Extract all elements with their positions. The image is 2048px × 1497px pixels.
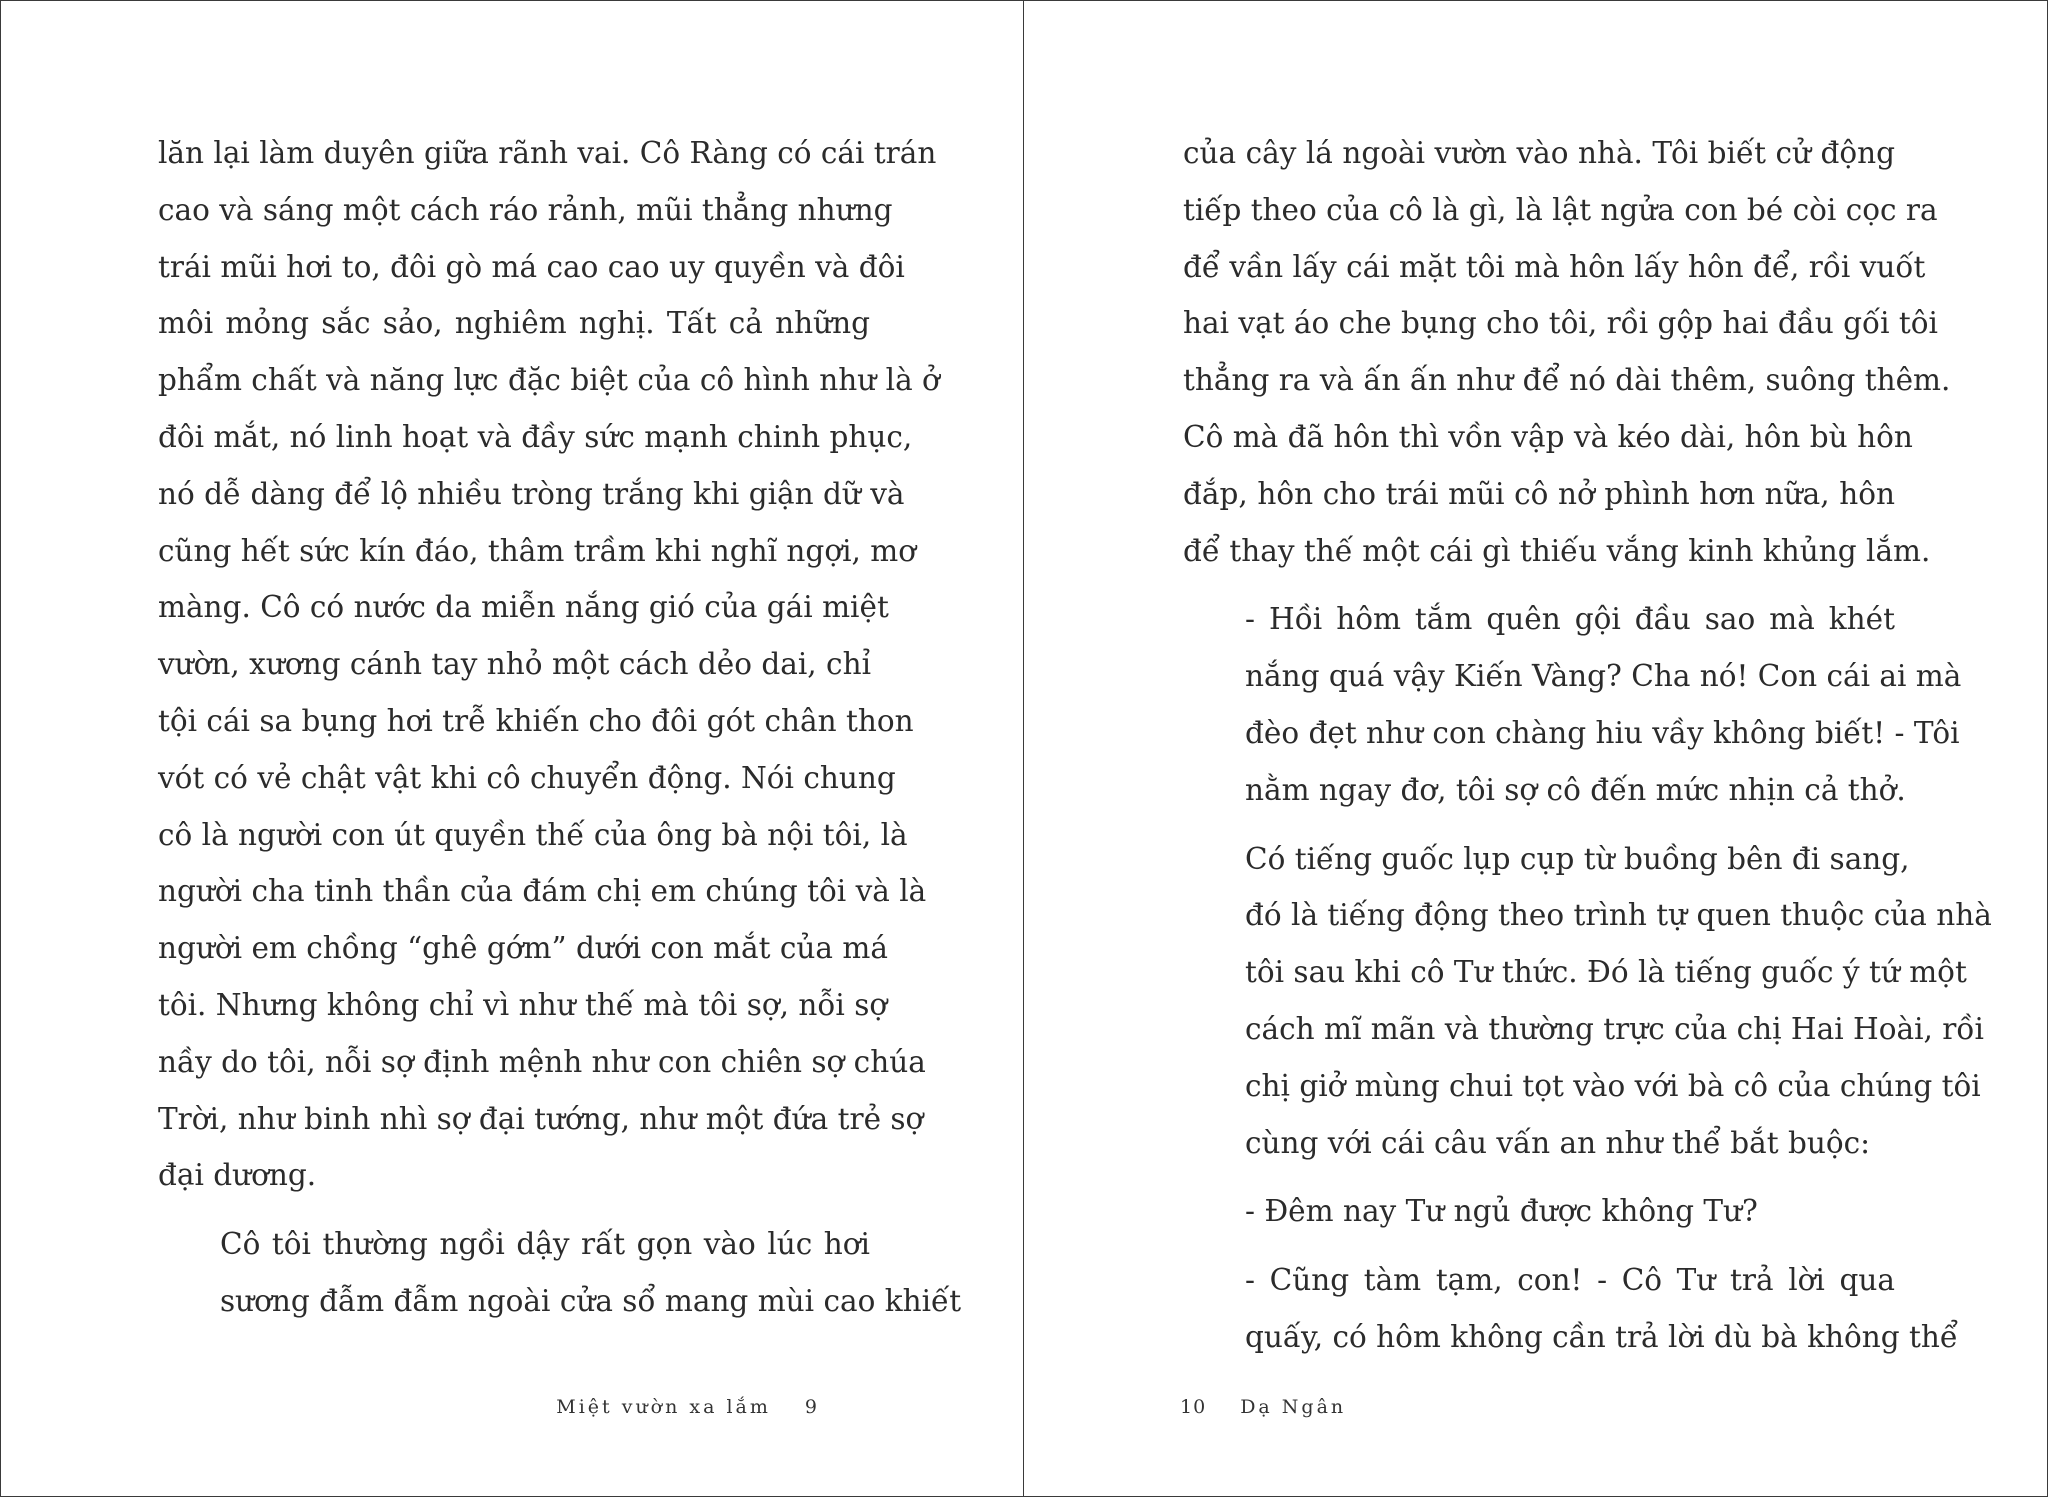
text-line: người cha tinh thần của đám chị em chúng tôi và là <box>158 874 927 909</box>
running-author: Dạ Ngân <box>1240 1396 1347 1418</box>
left-page-text <box>158 125 962 1330</box>
text-line: người em chồng “ghê gớm” dưới con mắt của má <box>158 931 888 966</box>
text-line: cao và sáng một cách ráo rảnh, mũi thẳng nhưng <box>158 192 893 227</box>
text-line: đắp, hôn cho trái mũi cô nở phình hơn nữa, hôn <box>1183 476 1895 511</box>
right-page <box>1024 1 2047 1496</box>
text-line: nằm ngay đơ, tôi sợ cô đến mức nhịn cả thở. <box>1245 772 1906 807</box>
text-line: trái mũi hơi to, đôi gò má cao cao uy quyền và đôi <box>158 249 905 284</box>
text-line: để thay thế một cái gì thiếu vắng kinh khủng lắm. <box>1183 533 1931 568</box>
text-line: sương đẫm đẫm ngoài cửa sổ mang mùi cao khiết <box>220 1283 962 1318</box>
text-line: đôi mắt, nó linh hoạt và đầy sức mạnh chinh phục, <box>158 419 913 454</box>
paragraph <box>1183 591 1962 818</box>
text-line: cách mĩ mãn và thường trực của chị Hai Hoài, rồi <box>1245 1011 1984 1046</box>
text-line: vườn, xương cánh tay nhỏ một cách dẻo dai, chỉ <box>158 647 872 682</box>
text-line: lăn lại làm duyên giữa rãnh vai. Cô Ràng có cái trán <box>158 136 937 170</box>
text-line: cũng hết sức kín đáo, thâm trầm khi nghĩ ngợi, mơ <box>158 533 916 568</box>
text-line: quấy, có hôm không cần trả lời dù bà không thể <box>1245 1319 1959 1354</box>
text-line: nầy do tôi, nỗi sợ định mệnh như con chiên sợ chúa <box>158 1044 926 1079</box>
left-folio <box>556 1396 818 1418</box>
text-line: - Hồi hôm tắm quên gội đầu sao mà khét <box>1245 602 1895 637</box>
paragraph <box>1183 1183 1895 1240</box>
running-title: Miệt vườn xa lắm <box>556 1396 771 1418</box>
text-line: hai vạt áo che bụng cho tôi, rồi gộp hai đầu gối tôi <box>1183 306 1938 341</box>
page-number: 9 <box>804 1396 818 1418</box>
text-line: phẩm chất và năng lực đặc biệt của cô hình như là ở <box>158 363 940 398</box>
text-line: vót có vẻ chật vật khi cô chuyển động. Nói chung <box>158 760 896 795</box>
text-line: Có tiếng guốc lụp cụp từ buồng bên đi sang, <box>1245 841 1910 876</box>
text-line: của cây lá ngoài vườn vào nhà. Tôi biết cử động <box>1183 136 1895 170</box>
text-line: thẳng ra và ấn ấn như để nó dài thêm, suông thêm. <box>1183 363 1951 398</box>
text-line: cùng với cái câu vấn an như thể bắt buộc: <box>1245 1125 1871 1160</box>
text-line: chị giở mùng chui tọt vào với bà cô của chúng tôi <box>1245 1068 1981 1103</box>
text-line: tôi sau khi cô Tư thức. Đó là tiếng guốc ý tứ một <box>1245 955 1967 990</box>
text-line: nó dễ dàng để lộ nhiều tròng trắng khi giận dữ và <box>158 476 905 511</box>
paragraph <box>1183 831 1992 1172</box>
text-line: đó là tiếng động theo trình tự quen thuộc của nhà <box>1245 898 1992 933</box>
text-line: đại dương. <box>158 1158 317 1193</box>
page-number: 10 <box>1180 1396 1207 1418</box>
text-line: nắng quá vậy Kiến Vàng? Cha nó! Con cái ai mà <box>1245 659 1962 694</box>
right-folio <box>1180 1396 1346 1418</box>
right-page-text <box>1183 125 1992 1366</box>
text-line: - Cũng tàm tạm, con! - Cô Tư trả lời qua <box>1245 1263 1895 1298</box>
text-line: môi mỏng sắc sảo, nghiêm nghị. Tất cả những <box>158 306 870 341</box>
text-line: Cô mà đã hôn thì vồn vập và kéo dài, hôn bù hôn <box>1183 419 1913 454</box>
text-line: Trời, như binh nhì sợ đại tướng, như một đứa trẻ sợ <box>158 1101 924 1136</box>
paragraph <box>158 1216 962 1330</box>
text-line: tiếp theo của cô là gì, là lật ngửa con bé còi cọc ra <box>1183 192 1938 227</box>
paragraph <box>1183 1252 1959 1366</box>
text-line: - Đêm nay Tư ngủ được không Tư? <box>1245 1194 1758 1229</box>
text-line: tôi. Nhưng không chỉ vì như thế mà tôi sợ, nỗi sợ <box>158 987 888 1022</box>
paragraph <box>1183 125 1951 579</box>
text-line: màng. Cô có nước da miễn nắng gió của gái miệt <box>158 590 889 625</box>
paragraph <box>158 125 940 1204</box>
text-line: để vần lấy cái mặt tôi mà hôn lấy hôn để, rồi vuốt <box>1183 249 1926 284</box>
left-page <box>1 1 1023 1496</box>
text-line: đèo đẹt như con chàng hiu vầy không biết! - Tôi <box>1245 715 1960 750</box>
text-line: tội cái sa bụng hơi trễ khiến cho đôi gót chân thon <box>158 703 914 738</box>
text-line: cô là người con út quyền thế của ông bà nội tôi, là <box>158 817 908 852</box>
text-line: Cô tôi thường ngồi dậy rất gọn vào lúc hơi <box>220 1227 870 1262</box>
